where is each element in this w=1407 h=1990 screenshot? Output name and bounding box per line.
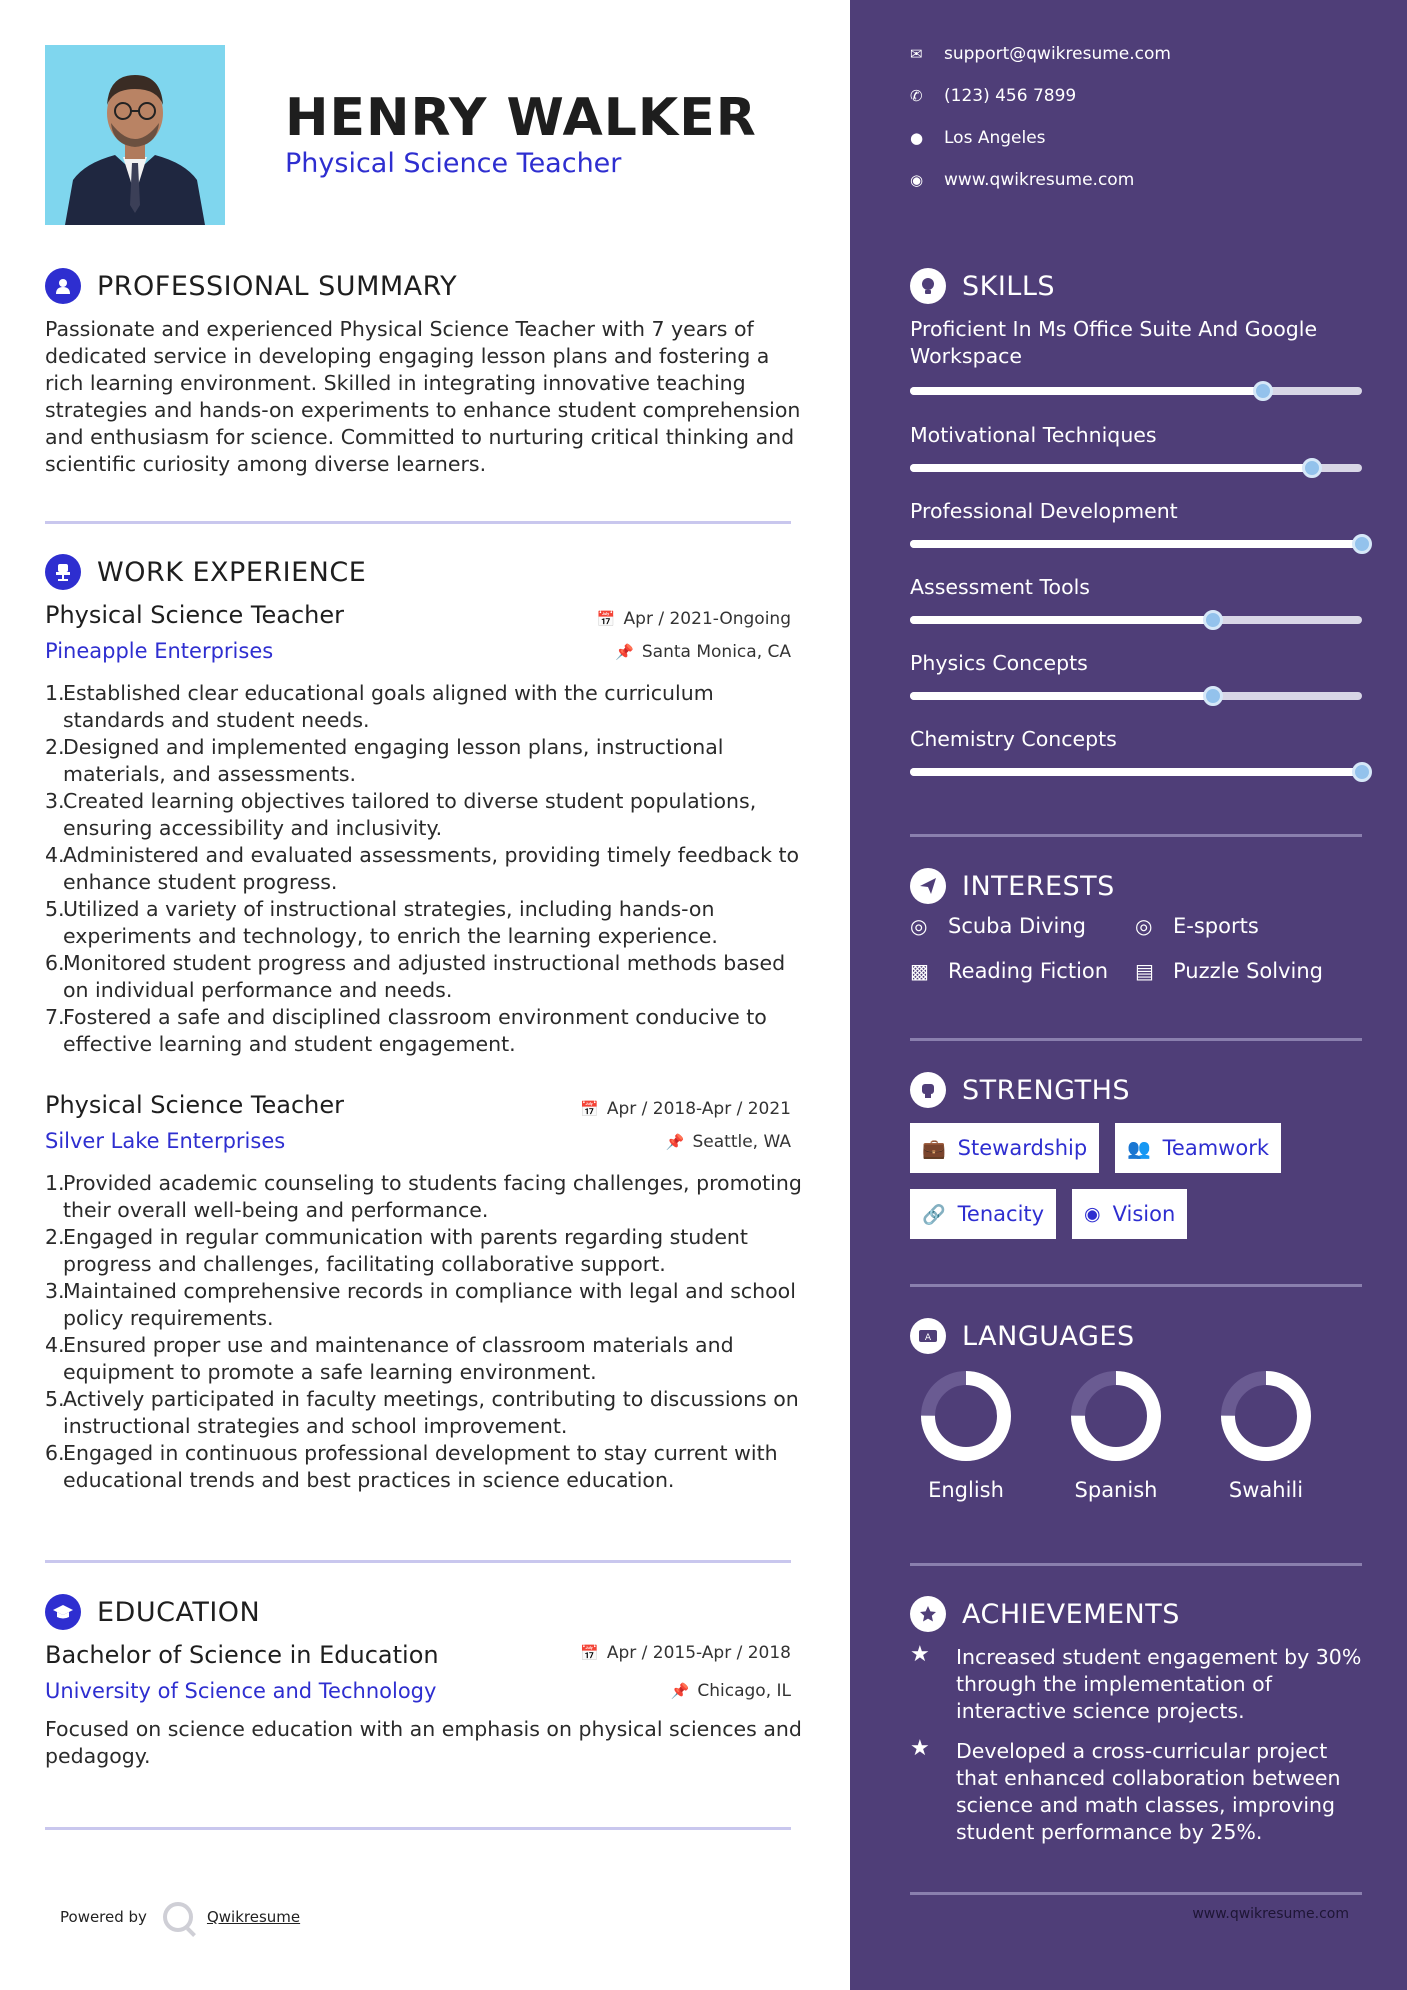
job-duties: [45, 680, 815, 1058]
skill-level-fill: [910, 464, 1312, 472]
skill-level-fill: [910, 692, 1213, 700]
language-name: English: [928, 1478, 1004, 1502]
list-item: 6. Engaged in continuous professional development to stay current with educational trends and best practices in science education.: [45, 1441, 778, 1492]
divider: [910, 1284, 1362, 1287]
calendar-icon: 📅: [580, 1100, 599, 1118]
skill-name: Chemistry Concepts: [910, 727, 1117, 751]
star-badge-icon: [910, 1596, 946, 1632]
skill-level-knob: [1203, 686, 1223, 706]
language-level-ring: [1218, 1368, 1314, 1464]
education-location-text: Chicago, IL: [697, 1681, 791, 1701]
job-dates: [580, 1099, 791, 1119]
skill-level-bar: [910, 540, 1362, 548]
achievements-title: ACHIEVEMENTS: [962, 1598, 1180, 1630]
skill-name: Physics Concepts: [910, 651, 1088, 675]
achievement-item: ★ Developed a cross-curricular project that enhanced collaboration between science and math classes, improving student performance by 25%.: [910, 1736, 1341, 1844]
skills-title: SKILLS: [962, 270, 1056, 302]
strength-badge: 💼 Stewardship: [910, 1123, 1099, 1173]
link-icon: 🔗: [922, 1203, 946, 1226]
language-name: Spanish: [1074, 1478, 1158, 1502]
job-duties: [45, 1170, 815, 1494]
job-location-text: Santa Monica, CA: [641, 642, 791, 662]
job-dates-text: Apr / 2021-Ongoing: [623, 609, 791, 629]
divider: [910, 1038, 1362, 1041]
graduation-cap-icon: [45, 1594, 81, 1630]
skill-level-knob: [1352, 762, 1372, 782]
list-item: 5. Utilized a variety of instructional strategies, including hands-on experiments and technology, to enrich the learning experience.: [45, 897, 718, 948]
languages-title: LANGUAGES: [962, 1320, 1135, 1352]
skill-level-knob: [1302, 458, 1322, 478]
contact-phone-text: (123) 456 7899: [944, 86, 1077, 106]
list-item: 3. Created learning objectives tailored to diverse student populations, ensuring accessibility and inclusivity.: [45, 789, 757, 840]
globe-icon: ◉: [910, 171, 924, 189]
list-item: 1. Provided academic counseling to students facing challenges, promoting their overall well-being and performance.: [45, 1171, 802, 1222]
contact-email-text: support@qwikresume.com: [944, 44, 1171, 64]
divider: [45, 1827, 791, 1830]
contact-website[interactable]: [910, 170, 1134, 190]
list-item: 7. Fostered a safe and disciplined classroom environment conducive to effective learning and student engagement.: [45, 1005, 767, 1056]
users-icon: 👥: [1127, 1137, 1151, 1160]
briefcase-icon: 💼: [922, 1137, 946, 1160]
skill-level-fill: [910, 616, 1213, 624]
interests-heading: [910, 868, 1115, 904]
phone-icon: ✆: [910, 87, 923, 105]
skill-name: Professional Development: [910, 499, 1178, 523]
education-heading: [45, 1594, 260, 1630]
list-item: 1. Established clear educational goals aligned with the curriculum standards and student needs.: [45, 681, 714, 732]
candidate-role: Physical Science Teacher: [285, 148, 622, 179]
language-name: Swahili: [1228, 1478, 1304, 1502]
job-company: Silver Lake Enterprises: [45, 1129, 286, 1153]
divider: [45, 521, 791, 524]
work-title: WORK EXPERIENCE: [97, 556, 367, 588]
contact-website-text: www.qwikresume.com: [944, 170, 1135, 190]
interest-item: ▤ Puzzle Solving: [1135, 959, 1323, 983]
lifebuoy-icon: ◎: [910, 914, 928, 938]
list-item: 2. Engaged in regular communication with parents regarding student progress and challenges, facilitating collaborative support.: [45, 1225, 748, 1276]
mail-icon: ✉: [910, 45, 923, 63]
list-item: 4. Administered and evaluated assessments, providing timely feedback to enhance student progress.: [45, 843, 800, 894]
skill-level-knob: [1203, 610, 1223, 630]
footer-site[interactable]: www.qwikresume.com: [1192, 1906, 1349, 1922]
qwikresume-logo-icon: [163, 1902, 193, 1932]
divider: [910, 1563, 1362, 1566]
brand-link[interactable]: Qwikresume: [206, 1908, 301, 1926]
job-title: Physical Science Teacher: [45, 601, 345, 629]
fist-icon: [910, 1072, 946, 1108]
gamepad-icon: ▩: [910, 959, 929, 983]
skill-level-knob: [1253, 381, 1273, 401]
pin-icon: 📌: [670, 1682, 690, 1700]
skill-level-fill: [910, 768, 1362, 776]
list-item: 5. Actively participated in faculty meetings, contributing to discussions on instructional strategies and school improvement.: [45, 1387, 799, 1438]
powered-by: [60, 1902, 300, 1932]
job-company: Pineapple Enterprises: [45, 639, 274, 663]
summary-text: Passionate and experienced Physical Science Teacher with 7 years of dedicated service in developing engaging lesson plans and fostering a rich learning environment. Skilled in integrating innovative teaching strategies and hands-on experiments to enhance student comprehension and enthusiasm for science. Committed to nurturing critical thinking and scientific curiosity among diverse learners.: [45, 317, 801, 476]
strength-badge: ◉ Vision: [1072, 1189, 1187, 1239]
profile-photo: [45, 45, 225, 225]
powered-by-label: Powered by: [60, 1908, 147, 1926]
job-location-text: Seattle, WA: [692, 1132, 791, 1152]
binoculars-icon: ◉: [1084, 1203, 1101, 1225]
skill-level-fill: [910, 540, 1362, 548]
shooting-star-icon: ★: [910, 1736, 930, 1761]
divider: [910, 834, 1362, 837]
skill-level-knob: [1352, 534, 1372, 554]
divider: [45, 1560, 791, 1563]
skill-level-bar: [910, 387, 1362, 395]
skill-level-bar: [910, 768, 1362, 776]
contact-location-text: Los Angeles: [944, 128, 1046, 148]
interest-item: ◎ E-sports: [1135, 914, 1259, 938]
shooting-star-icon: ★: [910, 1642, 930, 1667]
book-icon: ▤: [1135, 959, 1154, 983]
lifebuoy-icon: ◎: [1135, 914, 1153, 938]
degree-title: Bachelor of Science in Education: [45, 1641, 439, 1669]
skill-level-bar: [910, 464, 1362, 472]
svg-text:A: A: [924, 1333, 932, 1343]
achievements-heading: [910, 1596, 1180, 1632]
list-item: 6. Monitored student progress and adjusted instructional methods based on individual performance and needs.: [45, 951, 786, 1002]
strengths-heading: [910, 1072, 1130, 1108]
interest-item: ▩ Reading Fiction: [910, 959, 1109, 983]
strength-badge: 👥 Teamwork: [1115, 1123, 1281, 1173]
work-heading: [45, 554, 366, 590]
contact-email[interactable]: [910, 44, 1171, 64]
language-item: [1201, 1368, 1331, 1502]
contact-location: [910, 128, 1046, 148]
paper-plane-icon: [910, 868, 946, 904]
language-icon: [910, 1318, 946, 1354]
achievement-item: ★ Increased student engagement by 30% through the implementation of interactive science projects.: [910, 1642, 1362, 1723]
skill-name: Motivational Techniques: [910, 423, 1157, 447]
education-location: [671, 1681, 791, 1701]
job-dates-text: Apr / 2018-Apr / 2021: [606, 1099, 791, 1119]
language-level-ring: [1068, 1368, 1164, 1464]
education-dates-text: Apr / 2015-Apr / 2018: [606, 1643, 791, 1663]
education-title: EDUCATION: [97, 1596, 261, 1628]
chair-icon: [45, 554, 81, 590]
skill-name: Assessment Tools: [910, 575, 1090, 599]
strength-badge: 🔗 Tenacity: [910, 1189, 1056, 1239]
list-item: 2. Designed and implemented engaging lesson plans, instructional materials, and assessments.: [45, 735, 724, 786]
summary-heading: [45, 268, 457, 304]
pin-icon: 📌: [665, 1133, 685, 1151]
language-level-ring: [918, 1368, 1014, 1464]
sidebar-panel: [850, 0, 1407, 1990]
interests-title: INTERESTS: [962, 870, 1115, 902]
job-title: Physical Science Teacher: [45, 1091, 345, 1119]
school-name: University of Science and Technology: [45, 1679, 437, 1703]
contact-phone[interactable]: [910, 86, 1076, 106]
skill-level-bar: [910, 616, 1362, 624]
skills-heading: [910, 268, 1055, 304]
language-item: [901, 1368, 1031, 1502]
divider: [910, 1892, 1362, 1895]
skill-level-bar: [910, 692, 1362, 700]
list-item: 4. Ensured proper use and maintenance of classroom materials and equipment to promote a safe learning environment.: [45, 1333, 734, 1384]
job-location: [615, 642, 791, 662]
languages-heading: [910, 1318, 1135, 1354]
candidate-name: HENRY WALKER: [285, 88, 757, 148]
list-item: 3. Maintained comprehensive records in compliance with legal and school policy requirements.: [45, 1279, 796, 1330]
job-location: [666, 1132, 791, 1152]
skill-name: Proficient In Ms Office Suite And Google Workspace: [910, 317, 1318, 368]
language-item: [1051, 1368, 1181, 1502]
calendar-icon: 📅: [580, 1644, 599, 1662]
lightbulb-icon: [910, 268, 946, 304]
user-icon: [45, 268, 81, 304]
education-dates: [580, 1643, 791, 1663]
interest-item: ◎ Scuba Diving: [910, 914, 1086, 938]
job-dates: [597, 609, 791, 629]
map-pin-icon: ●: [910, 129, 924, 147]
skill-level-fill: [910, 387, 1263, 395]
education-description: Focused on science education with an emphasis on physical sciences and pedagogy.: [45, 1717, 802, 1768]
summary-title: PROFESSIONAL SUMMARY: [97, 270, 458, 302]
pin-icon: 📌: [615, 643, 634, 661]
calendar-icon: 📅: [596, 610, 616, 628]
strengths-title: STRENGTHS: [962, 1074, 1131, 1106]
